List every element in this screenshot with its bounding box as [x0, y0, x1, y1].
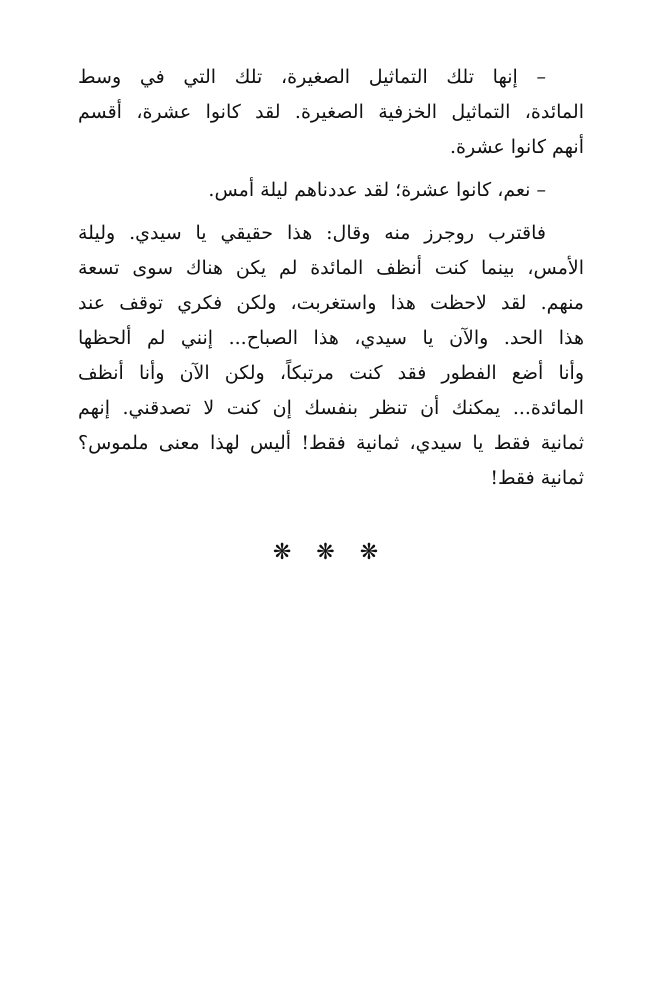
- asterism-star-icon: ❋: [316, 540, 335, 565]
- body-text: [78, 60, 584, 496]
- text-line: منهم. لقد لاحظت هذا واستغربت، ولكن فكري توقف عند: [78, 292, 584, 314]
- text-line: – إنها تلك التماثيل الصغيرة، تلك التي في وسط: [78, 66, 546, 88]
- text-line: فاقترب روجرز منه وقال: هذا حقيقي يا سيدي. وليلة: [78, 222, 546, 244]
- text-line: المائدة، التماثيل الخزفية الصغيرة. لقد كانوا عشرة، أقسم: [78, 101, 584, 123]
- asterism-star-icon: ❋: [359, 540, 379, 565]
- text-line: أنهم كانوا عشرة.: [449, 136, 584, 158]
- paragraph-1: [78, 60, 584, 165]
- text-line: – نعم، كانوا عشرة؛ لقد عددناهم ليلة أمس.: [208, 179, 546, 201]
- text-line: وأنا أضع الفطور فقد كنت مرتبكاً، ولكن الآن وأنا أنظف: [78, 362, 584, 384]
- paragraph-2: [78, 173, 584, 208]
- text-line: ثمانية فقط!: [490, 467, 584, 489]
- text-line: المائدة... يمكنك أن تنظر بنفسك إن كنت لا تصدقني. إنهم: [78, 397, 584, 419]
- text-line: هذا الحد. والآن يا سيدي، هذا الصباح... إنني لم ألحظها: [78, 327, 584, 349]
- paragraph-3: [78, 216, 584, 496]
- asterism-star-icon: ❋: [272, 540, 292, 565]
- text-line: ثمانية فقط يا سيدي، ثمانية فقط! أليس لهذا معنى ملموس؟: [78, 432, 584, 454]
- section-separator: [0, 540, 651, 565]
- text-line: الأمس، بينما كنت أنظف المائدة لم يكن هناك سوى تسعة: [78, 257, 584, 279]
